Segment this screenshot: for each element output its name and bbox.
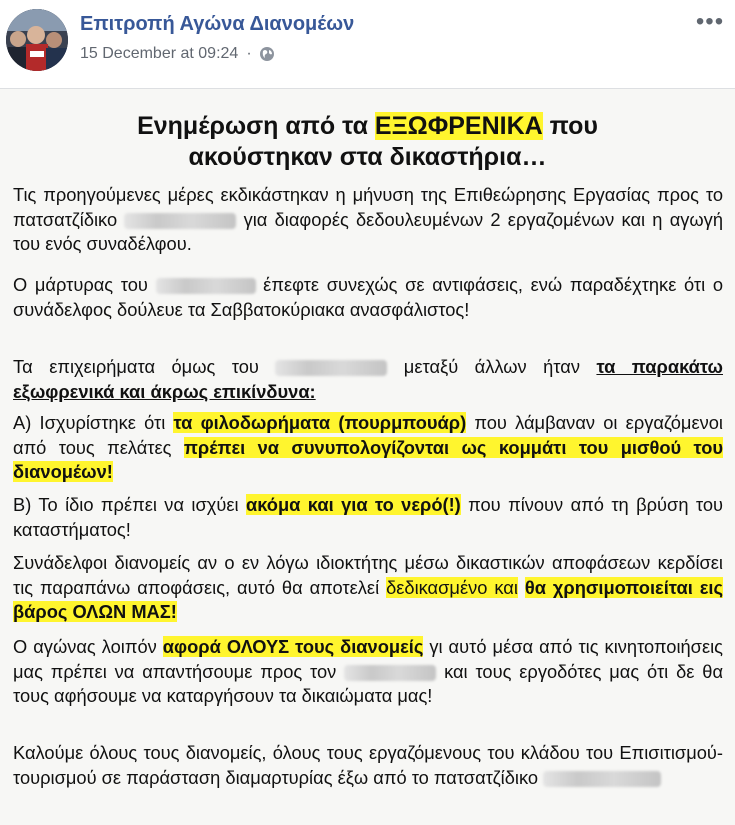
paragraph-6 xyxy=(13,551,723,625)
page-name-link[interactable]: Επιτροπή Αγώνα Διανομέων xyxy=(80,13,355,35)
p5-text-b: που πίνουν από τη βρύση του καταστήματος! xyxy=(13,494,724,540)
p6-text-a: Συνάδελφοι διανομείς αν ο εν λόγω ιδιοκτήτης μέσω δικαστικών αποφάσεων κερδίσει τις παραπάνω αποφάσεις, αυτό θα αποτελεί xyxy=(13,552,723,598)
p4-text-a: Α) Ισχυρίστηκε ότι xyxy=(13,412,174,433)
p4-text-b: που λάμβαναν οι εργαζόμενοι από τους πελάτες xyxy=(13,412,723,458)
globe-icon[interactable] xyxy=(259,46,275,62)
redacted-name xyxy=(275,360,387,376)
paragraph-4 xyxy=(13,411,723,485)
redacted-name xyxy=(543,771,661,787)
p6-space xyxy=(518,577,525,598)
post-timestamp[interactable]: 15 December at 09:24 xyxy=(80,45,239,62)
post-meta xyxy=(80,45,275,63)
paragraph-3 xyxy=(13,355,723,404)
redacted-name xyxy=(344,665,436,681)
p8-text-a: Καλούμε όλους τους διανομείς, όλους τους εργαζόμενους του κλάδου του Επισιτισμού-τουρισμού σε παράσταση διαμαρτυρίας έξω από το πατσατζίδικο xyxy=(13,742,723,788)
p3-text-a: Τα επιχειρήματα όμως του xyxy=(13,356,276,377)
title-line1-b: που xyxy=(542,112,598,140)
p5-text-a: Β) Το ίδιο πρέπει να ισχύει xyxy=(13,494,246,515)
post-header xyxy=(0,0,735,80)
more-options-icon[interactable]: ••• xyxy=(695,8,725,35)
p2-text-a: Ο μάρτυρας του xyxy=(13,274,156,295)
title-line1-a: Ενημέρωση από τα xyxy=(137,112,375,140)
post-image-document[interactable] xyxy=(0,88,735,825)
p4-highlight-salary: πρέπει να συνυπολογίζονται ως κομμάτι του μισθού του διανομέων! xyxy=(13,436,724,482)
p4-highlight-tips: τα φιλοδωρήματα (πουρμπουάρ) xyxy=(173,412,467,433)
p7-text-a: Ο αγώνας λοιπόν xyxy=(13,636,163,657)
title-highlight: ΕΞΩΦΡΕΝΙΚΑ xyxy=(374,112,543,140)
p2-text-b: έπεφτε συνεχώς σε αντιφάσεις, ενώ παραδέχτηκε ότι ο συνάδελφος δούλευε τα Σαββατοκύριακα ανασφάλιστος! xyxy=(13,274,723,320)
meta-separator: · xyxy=(246,45,252,62)
redacted-name xyxy=(124,213,236,229)
paragraph-2 xyxy=(13,273,723,322)
paragraph-1 xyxy=(13,183,723,257)
p1-text-b: για διαφορές δεδουλευμένων 2 εργαζομένων και η αγωγή του ενός συναδέλφου. xyxy=(13,208,723,254)
document-title xyxy=(0,111,735,173)
paragraph-7 xyxy=(13,635,723,709)
p3-bold-underlined: τα παρακάτω εξωφρενικά και άκρως επικίνδυνα: xyxy=(13,356,723,402)
p7-text-c: και τους εργοδότες μας ότι δε θα τους αφήσουμε να καταργήσουν τα δικαιώματα μας! xyxy=(13,660,724,706)
p7-highlight-couriers: αφορά ΟΛΟΥΣ τους διανομείς xyxy=(162,636,424,657)
page-avatar[interactable] xyxy=(6,9,68,71)
paragraph-5 xyxy=(13,493,723,542)
p3-text-b: μεταξύ άλλων ήταν xyxy=(387,356,597,377)
p5-highlight-water: ακόμα και για το νερό(!) xyxy=(245,494,461,515)
redacted-name xyxy=(156,278,256,294)
p6-highlight-all: θα χρησιμοποιείται εις βάρος ΟΛΩΝ ΜΑΣ! xyxy=(13,576,723,622)
p6-highlight-precedent: δεδικασμένο και xyxy=(386,576,518,598)
p7-text-b: γι αυτό μέσα από τις κινητοποιήσεις μας πρέπει να απαντήσουμε προς τον xyxy=(13,636,723,682)
p1-text-a: Τις προηγούμενες μέρες εκδικάστηκαν η μήνυση της Επιθεώρησης Εργασίας προς το πατσατζίδικο xyxy=(13,184,723,230)
paragraph-8 xyxy=(13,741,723,790)
title-line2: ακούστηκαν στα δικαστήρια… xyxy=(188,143,547,171)
avatar-crowd-photo xyxy=(6,9,68,71)
